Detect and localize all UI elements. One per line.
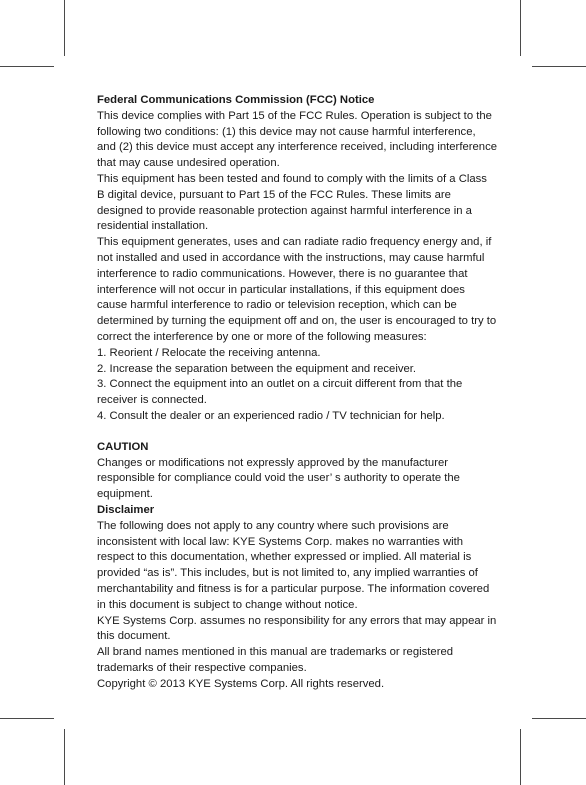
list-item: 4. Consult the dealer or an experienced radio / TV technician for help.	[97, 409, 445, 422]
list-item: 1. Reorient / Relocate the receiving antenna.	[97, 346, 321, 359]
disclaimer-heading: Disclaimer	[97, 503, 155, 516]
crop-mark-bottom-left-vertical	[64, 729, 65, 785]
caution-heading: CAUTION	[97, 440, 149, 453]
crop-mark-bottom-left-horizontal	[0, 718, 54, 719]
copyright-notice: Copyright © 2013 KYE Systems Corp. All rights reserved.	[97, 677, 385, 690]
crop-mark-top-right-vertical	[520, 0, 521, 56]
crop-mark-bottom-right-vertical	[520, 729, 521, 785]
crop-mark-bottom-right-horizontal	[532, 718, 586, 719]
caution-text: Changes or modifications not expressly approved by the manufacturer responsible for compliance could void the user’ s authority to operate the equipment.	[97, 456, 460, 501]
list-item: 3. Connect the equipment into an outlet on a circuit different from that the receiver is connected.	[97, 378, 463, 407]
fcc-paragraph-conditions: This device complies with Part 15 of the FCC Rules. Operation is subject to the following two conditions: (1) this device may not cause harmful interference, and (2) this device must accept any interference received, including interference that may cause undesired operation.	[97, 109, 497, 170]
crop-mark-top-right-horizontal	[532, 66, 586, 67]
fcc-notice-heading: Federal Communications Commission (FCC) Notice	[97, 94, 375, 106]
crop-mark-top-left-horizontal	[0, 66, 54, 67]
disclaimer-paragraph-warranty: The following does not apply to any country where such provisions are inconsistent with local law: KYE Systems Corp. makes no warranties with respect to this documentation, whether expressed or implied. All material is provided “as is”. This includes, but is not limited to, any implied warranties of merchantability and fitness is for a particular purpose. The information covered in this document is subject to change without notice.	[97, 519, 490, 611]
fcc-paragraph-class-b: This equipment has been tested and found to comply with the limits of a Class B digital device, pursuant to Part 15 of the FCC Rules. These limits are designed to provide reasonable protection against harmful interference in a residential installation.	[97, 172, 487, 233]
fcc-paragraph-interference: This equipment generates, uses and can radiate radio frequency energy and, if not installed and used in accordance with the instructions, may cause harmful interference to radio communications. However, there is no guarantee that interference will not occur in particular installations, if this equipment does cause harmful interference to radio or television reception, which can be determined by turning the equipment off and on, the user is encouraged to try to correct the interference by one or more of the following measures:	[97, 236, 497, 343]
list-item: 2. Increase the separation between the equipment and receiver.	[97, 362, 417, 375]
section-spacer	[97, 425, 497, 440]
caution-section	[97, 440, 497, 503]
crop-mark-top-left-vertical	[64, 0, 65, 56]
fcc-measures-list	[97, 346, 497, 425]
fcc-notice-section	[97, 93, 497, 425]
disclaimer-section	[97, 503, 497, 693]
disclaimer-paragraph-trademarks: All brand names mentioned in this manual are trademarks or registered trademarks of their respective companies.	[97, 646, 454, 674]
document-body	[97, 93, 497, 692]
disclaimer-paragraph-errors: KYE Systems Corp. assumes no responsibility for any errors that may appear in this document.	[97, 614, 497, 643]
